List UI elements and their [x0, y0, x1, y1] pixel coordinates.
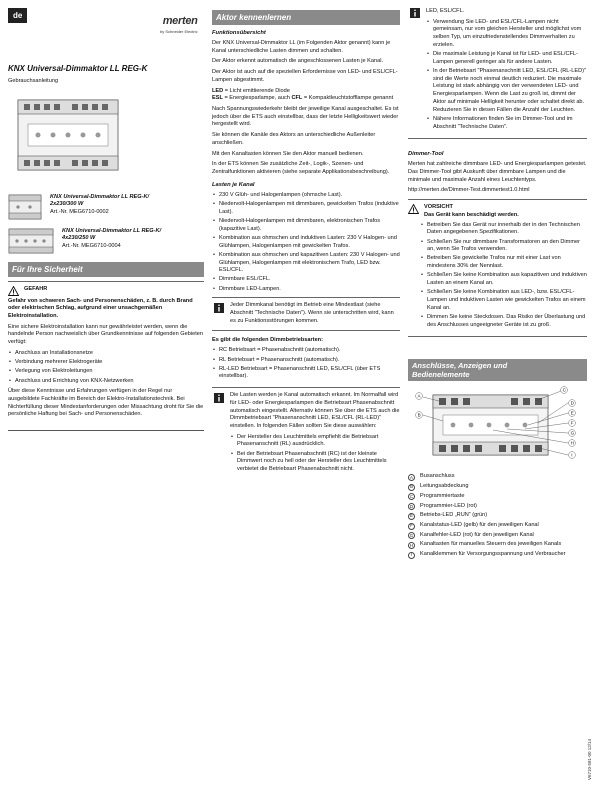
func-p3: Der Aktor ist auch auf die speziellen Erfordernisse von LED- und ESL/CFL-Lampen abgestimmt. — [212, 69, 398, 83]
func-p4: Nach Spannungswiederkehr bleibt der jeweilige Kanal ausgeschaltet. Es ist jedoch über die ETS auch einstellbar, dass der letzte Helligkeitswert wieder hergestellt wird. — [212, 106, 399, 128]
lasten-heading: Lasten je Kanal — [212, 181, 255, 188]
safety-section-title: Für Ihre Sicherheit — [8, 262, 204, 277]
list-item: • Schließen Sie keine Kombination aus LED-, bzw. ESL/CFL-Lampen und induktiven Lasten wie gewickelten Trafos an einem Kanal an. — [420, 289, 587, 312]
list-item: • Der Hersteller des Leuchtmittels empfiehlt die Betriebsart Phasenanschnitt (RL) ausdrücklich. — [230, 434, 400, 449]
func-p6: Mit den Kanaltasten können Sie den Aktor manuell bedienen. — [212, 150, 364, 157]
abbr-led: LED = Licht emittierende Diode ESL = Energiesparlampe, auch CFL = Kompaktleuchtstofflampe genannt — [212, 87, 394, 102]
safety-paragraph-1: Eine sichere Elektroinstallation kann nur gewährleistet werden, wenn die handelnde Person nachweislich über Grundkenntnisse auf folgenden Gebieten verfügt: — [8, 323, 203, 346]
list-item: • Verwendung Sie LED- und ESL/CFL-Lampen nicht gemeinsam, nur vom gleichen Hersteller und möglichst vom selben Typ, um einzufriedenstellendes Dimmverhalten zu erzielen. — [426, 19, 587, 50]
caution-label: VORSICHT — [424, 204, 453, 211]
svg-text:B: B — [417, 413, 421, 419]
list-item: • RL-LED Betriebsart = Phasenanschnitt LED, ESL/CFL (über ETS einstellbar). — [212, 366, 400, 381]
func-heading: Funktionsübersicht — [212, 30, 266, 37]
svg-text:E: E — [570, 411, 574, 417]
tool-url[interactable]: http://merten.de/Dimmer-Test.dimmertest1.0.html — [408, 187, 530, 194]
info-icon — [214, 393, 224, 403]
product-4ch — [8, 228, 204, 254]
list-item: • Dimmen Sie keine Steckdosen. Das Risiko der Überlastung und des Anschlusses ungeeigneter Geräte ist zu groß. — [420, 314, 587, 329]
legend-item: B Leitungsabdeckung — [408, 483, 587, 491]
list-item: • Betreiben Sie gewickelte Trafos nur mit einer Last von mindestens 30% der Nennlast. — [420, 255, 587, 270]
legend-item: G Kanalfehler-LED (rot) für den jeweiligen Kanal — [409, 531, 534, 538]
list-item: • Kombination aus ohmschen und induktiven Lasten: 230 V Halogen- und Glühlampen, Halogenlampen mit gewickelten Trafos. — [212, 235, 400, 250]
caution-heading: Das Gerät kann beschädigt werden. — [424, 211, 519, 218]
product-4ch-art: Art.-Nr. MEG6710-0004 — [62, 242, 121, 249]
list-item: • RL Betriebsart = Phasenanschnitt (automatisch). — [212, 357, 400, 365]
legend-item: D Programmier-LED (rot) — [409, 502, 477, 509]
language-badge: de — [8, 8, 27, 23]
product-2ch-name2: 2x230/300 W — [50, 201, 84, 208]
danger-text: Gefahr von schweren Sach- und Personenschäden, z. B. durch Brand oder elektrischen Schlag, aufgrund einer unsachgemäßen Elektroinstallation. — [8, 297, 193, 319]
product-4ch-icon — [8, 228, 54, 254]
column-middle — [212, 8, 400, 485]
product-4ch-name2: 4x230/250 W — [62, 235, 96, 242]
list-item: • Dimmbare LED-Lampen. — [212, 286, 400, 294]
legend-item: I Kanalklemmen für Versorgungsspannung und Verbraucher — [408, 551, 587, 559]
func-p2: Der Aktor erkennt automatisch die angeschlossenen Lasten je Kanal. — [212, 58, 384, 65]
betrieb-heading: Es gibt die folgenden Dimmbetriebsarten: — [212, 336, 323, 343]
list-item: • Verbindung mehrerer Elektrogeräte — [8, 359, 204, 367]
list-item: • Betreiben Sie das Gerät nur innerhalb der in den Technischen Daten angegebenen Spezifikationen. — [420, 222, 587, 237]
danger-box — [8, 281, 204, 427]
svg-text:H: H — [570, 441, 574, 447]
svg-text:G: G — [570, 431, 574, 437]
brand-logo — [160, 14, 198, 35]
list-item: • Die maximale Leistung je Kanal ist für LED- und ESL/CFL-Lampen generell geringer als für andere Lasten. — [426, 51, 587, 66]
list-item: • Nähere Informationen finden Sie im Dimmer-Tool und im Abschnitt "Technische Daten". — [426, 116, 587, 131]
legend-item: A Busanschluss — [408, 473, 587, 481]
list-item: • Niedervolt-Halogenlampen mit dimmbaren, gewickelten Trafos (induktive Last). — [212, 201, 400, 216]
caution-box — [408, 199, 587, 337]
lasten-list — [212, 192, 400, 294]
svg-text:F: F — [570, 421, 574, 427]
legend-item: C Programmiertaste — [409, 492, 465, 499]
product-2ch-name1: KNX Universal-Dimmaktor LL REG-K/ — [50, 193, 150, 200]
legend-item: E Betriebs-LED „RUN“ (grün) — [408, 512, 587, 520]
betrieb-list — [212, 347, 400, 381]
info-icon — [410, 8, 420, 18]
svg-text:I: I — [570, 453, 573, 459]
info-icon — [214, 303, 224, 313]
list-item: • 230 V Glüh- und Halogenlampen (ohmsche Last). — [212, 192, 400, 200]
list-item: • Schließen Sie keine Kombination aus kapazitiven und induktiven Lasten an einem Kanal an. — [420, 272, 587, 287]
list-item: • Kombination aus ohmschen und kapazitiven Lasten: 230 V Halogen- und Glühlampen, Halogenlampen mit elektronischem Trafo, LED bzw. ESL/CFL. — [212, 252, 400, 275]
info-note-1: Jeder Dimmkanal benötigt im Betrieb eine Mindestlast (siehe Abschnitt "Technische Daten"). Wenn sie unterschritten wird, kann es zu Funktionsstörungen kommen. — [212, 297, 400, 330]
device-illustration — [8, 92, 128, 182]
svg-text:D: D — [570, 401, 574, 407]
tool-paragraph: Merten hat zahlreiche dimmbare LED- und Energiesparlampen getestet. Das Dimmer-Tool gibt Auskunft über dimmbare Lampen und die minimale und maximale Anzahl eines Leuchtentyps. — [408, 161, 587, 183]
aktor-section-title: Aktor kennenlernen — [212, 10, 400, 25]
column-left — [8, 8, 204, 434]
legend-list — [408, 473, 587, 558]
product-2ch-icon — [8, 194, 42, 220]
column-right — [408, 8, 587, 561]
list-item: • Niedervolt-Halogenlampen mit dimmbaren, elektronischen Trafos (kapazitive Last). — [212, 218, 400, 233]
warning-triangle-icon — [8, 286, 19, 296]
svg-text:A: A — [417, 394, 421, 400]
list-item: • Dimmbare ESL/CFL. — [212, 276, 400, 284]
info-note-3: LED, ESL/CFL. • Verwendung Sie LED- und ESL/CFL-Lampen nicht gemeinsam, nur vom gleichen Hersteller und möglichst vom selben Typ, um einzufriedenstellendes Dimmverhalten zu erzielen. • Die maximale Leistung je Kanal ist für LED- und ESL/CFL-Lampen generell geringer als für andere Lasten. • In der Betriebsart "Phasenanschnitt LED, ESL/CFL (RL-LED)" sind die Werte noch einmal deutlich reduziert. Die maximale Leistung ist stark abhängig von der verwendeten LED- und Energiesparlampen. Wenn die Last zu groß ist, dimmt der Aktor auf minimale Helligkeit herunter oder schaltet direkt ab. Reduzieren Sie in diesen Fällen die Anzahl der Leuchten. • Nähere Informationen finden Sie im Dimmer-Tool und im Abschnitt "Technische Daten". — [408, 8, 587, 139]
list-item: • Schließen Sie nur dimmbare Transformatoren an den Dimmer an, wenn Sie Trafos verwenden. — [420, 239, 587, 254]
brand-sub: by Schneider Electric — [160, 29, 198, 35]
legend-item: H Kanaltasten für manuelles Steuern des jeweiligen Kanals — [409, 541, 562, 548]
product-4ch-name1: KNX Universal-Dimmaktor LL REG-K/ — [62, 227, 162, 234]
legend-item: F Kanalstatus-LED (gelb) für den jeweiligen Kanal — [408, 522, 587, 530]
safety-list — [8, 350, 204, 385]
brand-name: merten — [162, 15, 198, 27]
document-subtitle: Gebrauchsanleitung — [8, 78, 59, 85]
device-connection-diagram — [413, 385, 583, 465]
list-item: • RC Betriebsart = Phasenabschnitt (automatisch). — [212, 347, 400, 355]
list-item: • Verlegung von Elektroleitungen — [8, 368, 204, 376]
list-item: • Bei der Betriebsart Phasenabschnitt (RC) ist der kleinste Dimmwert noch zu hell oder der Hersteller des Leuchtmittels verbietet die Betriebsart Phasenabschnitt nicht. — [230, 451, 400, 474]
product-2ch-art: Art.-Nr. MEG6710-0002 — [50, 208, 109, 215]
svg-text:C: C — [562, 388, 566, 394]
safety-paragraph-2: Über diese Kenntnisse und Erfahrungen verfügen in der Regel nur ausgebildete Fachkräfte im Bereich der Elektro-Installationstechnik. Bei Nichterfüllung dieser Mindestanforderungen oder Missachtung droht für Sie die persönliche Haftung bei Sach- und Personenschäden. — [8, 388, 204, 418]
connections-section-title: Anschlüsse, Anzeigen und Bedienelemente — [408, 359, 587, 381]
func-p5: Sie können die Kanäle des Aktors an unterschiedliche Außenleiter anschließen. — [212, 132, 376, 146]
list-item: • Anschluss an Installationsnetze — [8, 350, 204, 358]
info-note-2: Die Lasten werden je Kanal automatisch erkannt. Im Normalfall wird für LED- oder Energiesparlampen die Betriebsart Phasenabschnitt automatisch eingestellt. Alternativ können Sie über die ETS auch die Dimmbetriebsart "Phasenanschnitt LED, ESL/CFL (RL-LED)" einstellen. In folgenden Fällen sollten Sie diese auswählen: • Der Hersteller des Leuchtmittels empfiehlt die Betriebsart Phasenanschnitt (RL) ausdrücklich. • Bei der Betriebsart Phasenabschnitt (RC) ist der kleinste Dimmwert noch zu hell oder der Hersteller des Leuchtmittels verbietet die Betriebsart Phasenabschnitt nicht. — [212, 387, 400, 481]
list-item: • In der Betriebsart "Phasenanschnitt LED, ESL/CFL (RL-LED)" sind die Werte noch einmal deutlich reduziert. Die maximale Leistung ist stark abhängig von der verwendeten LED- und Energiesparlampen. Wenn die Last zu groß ist, dimmt der Aktor auf minimale Helligkeit herunter oder schaltet direkt ab. Reduzieren Sie in diesen Fällen die Anzahl der Leuchten. — [426, 68, 587, 114]
warning-triangle-icon — [408, 204, 419, 214]
document-title: KNX Universal-Dimmaktor LL REG-K — [8, 64, 148, 74]
func-p7: In der ETS können Sie zusätzliche Zeit-, Logik-, Szenen- und Zentralfunktionen aktivieren (siehe separate Applikationsbeschreibung). — [212, 161, 390, 176]
list-item: • Anschluss und Errichtung von KNX-Netzwerken — [8, 378, 204, 386]
product-2ch — [8, 194, 204, 220]
func-p1: Der KNX Universal-Dimmaktor LL (im Folgenden Aktor genannt) kann je Kanal unterschiedliche Lasten dimmen und schalten. — [212, 40, 391, 54]
document-code: V6710-581-00 12/14 — [586, 738, 592, 780]
danger-label: GEFAHR — [24, 285, 48, 292]
tool-heading: Dimmer-Tool — [408, 151, 444, 158]
